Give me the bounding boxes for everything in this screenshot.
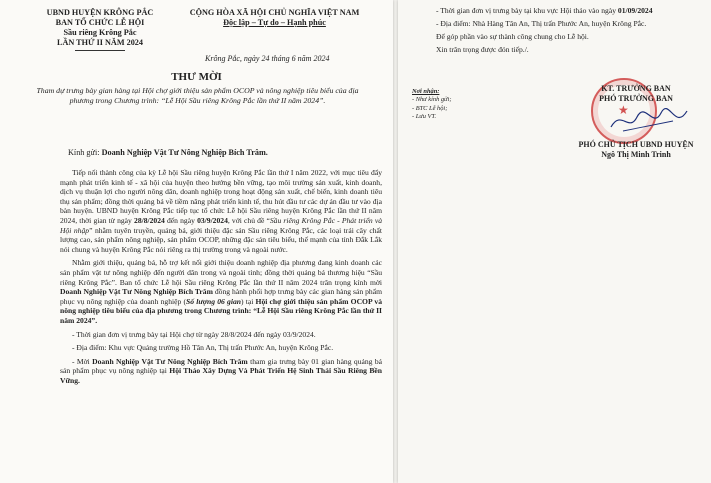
recipient-item: - Lưu VT. <box>412 113 437 121</box>
organization-header <box>30 8 170 51</box>
contribution-line: Để góp phần vào sự thành công chung cho Lễ hội. <box>436 32 589 41</box>
handwritten-signature <box>603 103 693 139</box>
document-subtitle: Tham dự trưng bày gian hàng tại Hội chợ giới thiệu sản phẩm OCOP và nông nghiệp tiêu biểu của địa phương trong Chương trình: “Lễ Hội Sầu riêng Krông Pắc lần thứ II năm 2024”. <box>36 86 359 105</box>
document-date: Krông Pắc, ngày 24 tháng 6 năm 2024 <box>205 54 330 63</box>
recipient-item: - BTC Lễ hội; <box>412 104 448 112</box>
recipients-heading: Nơi nhận: <box>412 88 440 95</box>
paragraph-2: Nhằm giới thiệu, quảng bá, hỗ trợ kết nối giới thiệu doanh nghiệp địa phương đang kinh doanh các sản phẩm vật tư nông nghiệp đến người dân trong và ngoài tỉnh; đồng thời quảng bá thương hiệu “Sầu riêng Krông Pắc”. Ban tổ chức Lễ hội Sầu riêng Krông Pắc lần thứ II năm 2024 trân trọng kính mời Doanh Nghiệp Vật Tư Nông Nghiệp Bích Trâm đồng hành phối hợp trưng bày các gian hàng sản phẩm phục vụ nông nghiệp của doanh nghiệp (Số lượng 06 gian) tại Hội chợ giới thiệu sản phẩm OCOP và nông nghiệp tiêu biểu của địa phương trong Chương trình: “Lễ Hội Sầu riêng Krông Pắc lần thứ II năm 2024”. <box>60 258 382 325</box>
recipients-block <box>412 88 451 122</box>
sign-authority: KT. TRƯỞNG BAN <box>601 84 671 93</box>
workshop-location: - Địa điểm: Nhà Hàng Tân An, Thị trấn Phước An, huyện Krông Pắc. <box>436 19 647 28</box>
recipient-item: - Như kính gửi; <box>412 96 452 104</box>
signer-title: PHÓ CHỦ TỊCH UBND HUYỆN <box>578 140 694 149</box>
greeting-label: Kính gửi: <box>68 148 100 157</box>
org-festival: Sầu riêng Krông Pắc <box>63 28 137 37</box>
national-title: CỘNG HÒA XÃ HỘI CHỦ NGHĨA VIỆT NAM <box>189 8 360 17</box>
org-committee: BAN TỔ CHỨC LỄ HỘI <box>55 18 145 27</box>
recipient-line <box>68 148 268 157</box>
letter-body <box>60 168 382 389</box>
page-2-body <box>426 6 696 58</box>
national-header <box>167 8 382 28</box>
signer-name: Ngô Thị Minh Trinh <box>601 150 671 159</box>
paragraph-1: Tiếp nối thành công của kỳ Lễ hội Sầu riêng huyện Krông Pắc lần thứ I năm 2022, với mục tiêu đẩy mạnh phát triển kinh tế - xã hội của huyện theo hướng bền vững, tạo môi trường sản xuất, kinh doanh, dịch vụ thuận lợi cho người nông dân, doanh nghiệp trong hoạt động sản xuất, chế biến, kinh doanh tiêu thụ sản phẩm; đồng thời quảng bá về tiềm năng phát triển kinh tế, thu hút đầu tư các dự án đầu tư vào địa bàn huyện. UBND huyện Krông Pắc tiếp tục tổ chức Lễ hội Sầu riêng huyện Krông Pắc lần thứ II năm 2024, thời gian từ ngày 28/8/2024 đến ngày 03/9/2024, với chủ đề “Sầu riêng Krông Pắc - Phát triển và Hội nhập” nhằm tuyên truyền, quảng bá, giới thiệu đặc sản Sầu riêng Krông Pắc, các loại trái cây chất lượng cao, sản phẩm nông nghiệp, sản phẩm OCOP, những đặc sản tiêu biểu, thế mạnh của tỉnh Đắk Lắk nói chung và huyện Krông Pắc nói riêng ra thị trường trong và ngoài nước. <box>60 168 383 254</box>
document-title: THƯ MỜI <box>171 71 222 83</box>
header-divider <box>75 50 125 51</box>
closing-line: Xin trân trọng được đón tiếp./. <box>436 45 529 54</box>
paragraph-time: - Thời gian đơn vị trưng bày tại Hội chợ từ ngày 28/8/2024 đến ngày 03/9/2024. <box>72 329 316 339</box>
org-edition: LẦN THỨ II NĂM 2024 <box>57 38 143 47</box>
org-name: UBND HUYỆN KRÔNG PẮC <box>46 8 154 17</box>
paragraph-location: - Địa điểm: Khu vực Quảng trường Hồ Tân An, Thị trấn Phước An, huyện Krông Pắc. <box>72 343 334 353</box>
letter-page-2 <box>398 0 711 483</box>
national-motto: Độc lập – Tự do – Hạnh phúc <box>223 18 326 27</box>
sign-position: PHÓ TRƯỞNG BAN <box>599 94 673 103</box>
signer-block <box>566 140 706 160</box>
signature-title-block <box>566 84 706 104</box>
workshop-time: - Thời gian đơn vị trưng bày tại khu vực Hội thảo vào ngày 01/09/2024 <box>436 6 653 15</box>
paragraph-invite: - Mời Doanh Nghiệp Vật Tư Nông Nghiệp Bích Trâm tham gia trưng bày 01 gian hàng quảng bá sản phẩm phục vụ nông nghiệp tại Hội Thảo Xây Dựng Và Phát Triển Hệ Sinh Thái Sầu Riêng Bền Vững. <box>60 356 382 385</box>
recipient-name: Doanh Nghiệp Vật Tư Nông Nghiệp Bích Trâm. <box>101 148 268 157</box>
seal-star-icon: ★ <box>618 103 629 117</box>
